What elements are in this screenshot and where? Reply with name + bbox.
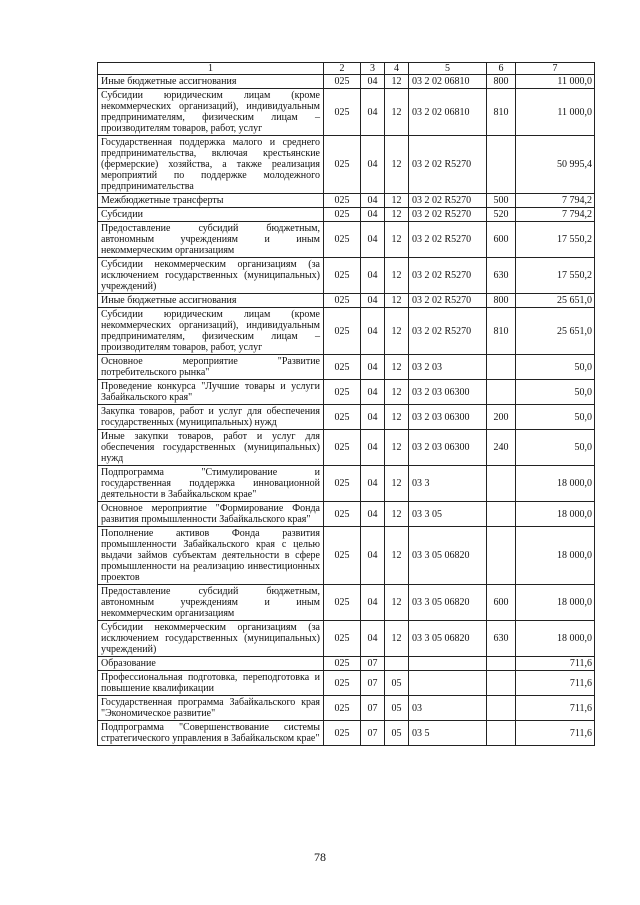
row-pr-cell: 12 (385, 621, 409, 657)
row-name-cell: Субсидии некоммерческим организациям (за исключением государственных (муниципальных) учреждений) (98, 258, 324, 294)
row-pr-cell: 12 (385, 75, 409, 89)
row-sum-cell: 50,0 (516, 405, 595, 430)
row-name-cell: Межбюджетные трансферты (98, 194, 324, 208)
row-gr-cell: 025 (324, 89, 361, 136)
header-cell: 3 (361, 63, 385, 75)
row-pr-cell: 12 (385, 258, 409, 294)
row-vr-cell (487, 355, 516, 380)
header-cell: 5 (409, 63, 487, 75)
row-vr-cell: 200 (487, 405, 516, 430)
row-gr-cell: 025 (324, 430, 361, 466)
row-vr-cell (487, 502, 516, 527)
header-cell: 6 (487, 63, 516, 75)
header-cell: 4 (385, 63, 409, 75)
row-rz-cell: 04 (361, 208, 385, 222)
row-pr-cell: 12 (385, 89, 409, 136)
table-row (98, 671, 595, 696)
row-name-cell: Субсидии некоммерческим организациям (за исключением государственных (муниципальных) учреждений) (98, 621, 324, 657)
row-sum-cell: 711,6 (516, 657, 595, 671)
row-vr-cell: 800 (487, 75, 516, 89)
row-gr-cell: 025 (324, 355, 361, 380)
row-pr-cell: 12 (385, 308, 409, 355)
row-csr-cell: 03 2 03 (409, 355, 487, 380)
row-name-cell: Государственная программа Забайкальского края "Экономическое развитие" (98, 696, 324, 721)
row-gr-cell: 025 (324, 671, 361, 696)
row-name-cell: Субсидии юридическим лицам (кроме некоммерческих организаций), индивидуальным предпринимателям, физическим лицам – производителям товаров, работ, услуг (98, 308, 324, 355)
table-row (98, 502, 595, 527)
row-vr-cell: 240 (487, 430, 516, 466)
row-gr-cell: 025 (324, 208, 361, 222)
row-csr-cell: 03 2 02 R5270 (409, 308, 487, 355)
row-pr-cell: 05 (385, 721, 409, 746)
table-row (98, 194, 595, 208)
row-pr-cell: 12 (385, 136, 409, 194)
row-rz-cell: 04 (361, 405, 385, 430)
table-row (98, 621, 595, 657)
row-vr-cell (487, 696, 516, 721)
header-cell: 2 (324, 63, 361, 75)
row-rz-cell: 07 (361, 721, 385, 746)
row-rz-cell: 04 (361, 430, 385, 466)
row-vr-cell (487, 380, 516, 405)
row-csr-cell (409, 671, 487, 696)
row-sum-cell: 17 550,2 (516, 258, 595, 294)
row-sum-cell: 50,0 (516, 355, 595, 380)
header-row (98, 63, 595, 75)
row-sum-cell: 711,6 (516, 671, 595, 696)
table-row (98, 585, 595, 621)
row-name-cell: Подпрограмма "Стимулирование и государственная поддержка инновационной деятельности в Забайкальском крае" (98, 466, 324, 502)
row-pr-cell (385, 657, 409, 671)
row-sum-cell: 18 000,0 (516, 621, 595, 657)
row-rz-cell: 04 (361, 136, 385, 194)
row-sum-cell: 11 000,0 (516, 89, 595, 136)
row-csr-cell (409, 657, 487, 671)
row-pr-cell: 12 (385, 527, 409, 585)
row-csr-cell: 03 2 02 R5270 (409, 194, 487, 208)
row-csr-cell: 03 3 (409, 466, 487, 502)
table-row (98, 208, 595, 222)
row-pr-cell: 12 (385, 355, 409, 380)
row-sum-cell: 7 794,2 (516, 194, 595, 208)
table-row (98, 657, 595, 671)
row-vr-cell (487, 136, 516, 194)
row-sum-cell: 711,6 (516, 721, 595, 746)
row-vr-cell (487, 657, 516, 671)
row-name-cell: Профессиональная подготовка, переподготовка и повышение квалификации (98, 671, 324, 696)
row-csr-cell: 03 3 05 (409, 502, 487, 527)
row-name-cell: Иные бюджетные ассигнования (98, 75, 324, 89)
row-rz-cell: 04 (361, 194, 385, 208)
row-rz-cell: 04 (361, 466, 385, 502)
row-vr-cell: 600 (487, 585, 516, 621)
table-row (98, 527, 595, 585)
row-pr-cell: 12 (385, 430, 409, 466)
row-sum-cell: 50,0 (516, 430, 595, 466)
row-gr-cell: 025 (324, 405, 361, 430)
table-row (98, 380, 595, 405)
row-sum-cell: 18 000,0 (516, 466, 595, 502)
row-gr-cell: 025 (324, 222, 361, 258)
row-csr-cell: 03 2 03 06300 (409, 380, 487, 405)
row-vr-cell (487, 671, 516, 696)
row-sum-cell: 7 794,2 (516, 208, 595, 222)
row-csr-cell: 03 3 05 06820 (409, 621, 487, 657)
row-rz-cell: 07 (361, 657, 385, 671)
row-vr-cell: 630 (487, 621, 516, 657)
row-gr-cell: 025 (324, 380, 361, 405)
row-vr-cell (487, 527, 516, 585)
row-pr-cell: 05 (385, 696, 409, 721)
row-name-cell: Проведение конкурса "Лучшие товары и услуги Забайкальского края" (98, 380, 324, 405)
table-row (98, 696, 595, 721)
row-name-cell: Подпрограмма "Совершенствование системы стратегического управления в Забайкальском крае" (98, 721, 324, 746)
row-gr-cell: 025 (324, 294, 361, 308)
row-csr-cell: 03 5 (409, 721, 487, 746)
row-sum-cell: 11 000,0 (516, 75, 595, 89)
row-rz-cell: 04 (361, 380, 385, 405)
table-row (98, 405, 595, 430)
row-rz-cell: 04 (361, 308, 385, 355)
row-csr-cell: 03 3 05 06820 (409, 527, 487, 585)
row-rz-cell: 07 (361, 671, 385, 696)
row-gr-cell: 025 (324, 527, 361, 585)
table-row (98, 466, 595, 502)
table-row (98, 136, 595, 194)
row-rz-cell: 04 (361, 294, 385, 308)
row-csr-cell: 03 2 03 06300 (409, 405, 487, 430)
row-vr-cell (487, 721, 516, 746)
row-gr-cell: 025 (324, 696, 361, 721)
row-name-cell: Основное мероприятие "Формирование Фонда развития промышленности Забайкальского края" (98, 502, 324, 527)
header-cell: 7 (516, 63, 595, 75)
row-rz-cell: 04 (361, 258, 385, 294)
row-vr-cell: 630 (487, 258, 516, 294)
row-vr-cell: 500 (487, 194, 516, 208)
row-rz-cell: 04 (361, 355, 385, 380)
row-name-cell: Предоставление субсидий бюджетным, автономным учреждениям и иным некоммерческим организациям (98, 585, 324, 621)
row-name-cell: Пополнение активов Фонда развития промышленности Забайкальского края с целью выдачи займов субъектам деятельности в сфере промышленности на реализацию инвестиционных проектов (98, 527, 324, 585)
row-sum-cell: 18 000,0 (516, 502, 595, 527)
row-pr-cell: 12 (385, 380, 409, 405)
row-name-cell: Иные бюджетные ассигнования (98, 294, 324, 308)
row-gr-cell: 025 (324, 502, 361, 527)
table-row (98, 258, 595, 294)
row-csr-cell: 03 2 02 06810 (409, 89, 487, 136)
row-name-cell: Образование (98, 657, 324, 671)
row-pr-cell: 12 (385, 222, 409, 258)
row-rz-cell: 04 (361, 89, 385, 136)
row-sum-cell: 50 995,4 (516, 136, 595, 194)
row-sum-cell: 17 550,2 (516, 222, 595, 258)
row-rz-cell: 04 (361, 222, 385, 258)
table-row (98, 355, 595, 380)
row-gr-cell: 025 (324, 75, 361, 89)
row-csr-cell: 03 2 02 R5270 (409, 136, 487, 194)
header-cell: 1 (98, 63, 324, 75)
row-gr-cell: 025 (324, 721, 361, 746)
row-gr-cell: 025 (324, 657, 361, 671)
table-row (98, 75, 595, 89)
row-csr-cell: 03 2 02 R5270 (409, 258, 487, 294)
row-gr-cell: 025 (324, 258, 361, 294)
row-sum-cell: 50,0 (516, 380, 595, 405)
table-row (98, 89, 595, 136)
row-pr-cell: 12 (385, 208, 409, 222)
row-rz-cell: 04 (361, 585, 385, 621)
row-pr-cell: 12 (385, 294, 409, 308)
row-sum-cell: 18 000,0 (516, 585, 595, 621)
row-rz-cell: 07 (361, 696, 385, 721)
row-vr-cell: 520 (487, 208, 516, 222)
row-pr-cell: 05 (385, 671, 409, 696)
row-sum-cell: 25 651,0 (516, 294, 595, 308)
row-csr-cell: 03 2 02 R5270 (409, 222, 487, 258)
row-vr-cell: 810 (487, 308, 516, 355)
row-rz-cell: 04 (361, 502, 385, 527)
row-name-cell: Субсидии (98, 208, 324, 222)
table-row (98, 308, 595, 355)
row-pr-cell: 12 (385, 194, 409, 208)
table-row (98, 222, 595, 258)
row-csr-cell: 03 2 02 06810 (409, 75, 487, 89)
row-name-cell: Закупка товаров, работ и услуг для обеспечения государственных (муниципальных) нужд (98, 405, 324, 430)
row-gr-cell: 025 (324, 621, 361, 657)
row-sum-cell: 711,6 (516, 696, 595, 721)
row-csr-cell: 03 2 02 R5270 (409, 294, 487, 308)
row-name-cell: Основное мероприятие "Развитие потребительского рынка" (98, 355, 324, 380)
table-row (98, 294, 595, 308)
page-number: 78 (314, 850, 326, 864)
row-gr-cell: 025 (324, 194, 361, 208)
row-name-cell: Государственная поддержка малого и среднего предпринимательства, включая крестьянские (фермерские) хозяйства, а также реализация мероприятий по поддержке молодежного предпринимательства (98, 136, 324, 194)
row-csr-cell: 03 3 05 06820 (409, 585, 487, 621)
row-csr-cell: 03 2 03 06300 (409, 430, 487, 466)
budget-table (97, 62, 595, 746)
row-gr-cell: 025 (324, 466, 361, 502)
row-sum-cell: 18 000,0 (516, 527, 595, 585)
row-vr-cell: 810 (487, 89, 516, 136)
row-pr-cell: 12 (385, 585, 409, 621)
row-pr-cell: 12 (385, 466, 409, 502)
row-name-cell: Предоставление субсидий бюджетным, автономным учреждениям и иным некоммерческим организациям (98, 222, 324, 258)
row-name-cell: Субсидии юридическим лицам (кроме некоммерческих организаций), индивидуальным предпринимателям, физическим лицам – производителям товаров, работ, услуг (98, 89, 324, 136)
row-vr-cell: 800 (487, 294, 516, 308)
row-gr-cell: 025 (324, 308, 361, 355)
row-gr-cell: 025 (324, 136, 361, 194)
table-row (98, 430, 595, 466)
row-rz-cell: 04 (361, 621, 385, 657)
row-pr-cell: 12 (385, 405, 409, 430)
row-vr-cell (487, 466, 516, 502)
row-sum-cell: 25 651,0 (516, 308, 595, 355)
row-gr-cell: 025 (324, 585, 361, 621)
row-csr-cell: 03 2 02 R5270 (409, 208, 487, 222)
row-csr-cell: 03 (409, 696, 487, 721)
row-name-cell: Иные закупки товаров, работ и услуг для обеспечения государственных (муниципальных) нужд (98, 430, 324, 466)
row-vr-cell: 600 (487, 222, 516, 258)
row-rz-cell: 04 (361, 75, 385, 89)
table-row (98, 721, 595, 746)
row-rz-cell: 04 (361, 527, 385, 585)
row-pr-cell: 12 (385, 502, 409, 527)
